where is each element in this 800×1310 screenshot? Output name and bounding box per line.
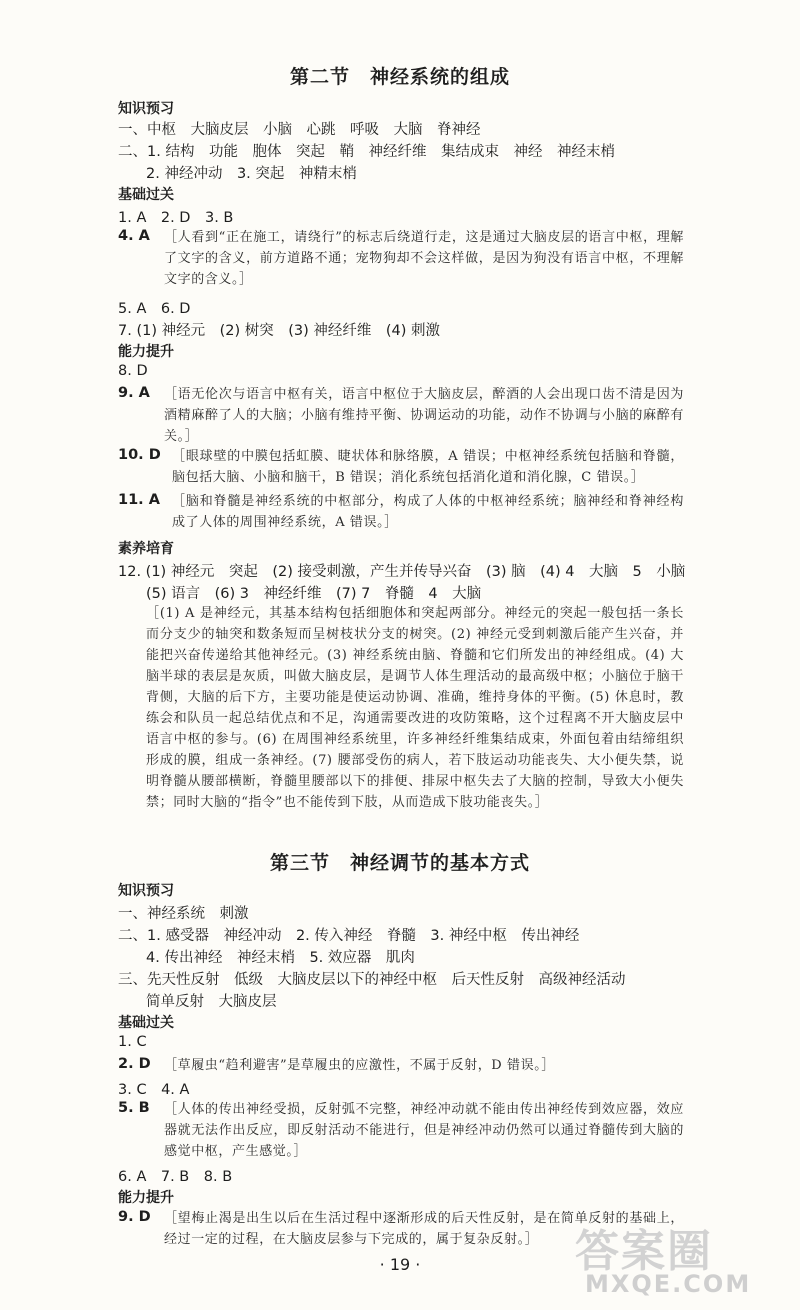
answer-line: 1. A 2. D 3. B bbox=[118, 210, 234, 226]
section-title: 第二节 神经系统的组成 bbox=[289, 66, 510, 88]
answer-number: 5. B bbox=[118, 1100, 150, 1116]
answer-line: 二、1. 结构 功能 胞体 突起 鞘 神经纤维 集结成束 神经 神经末梢 bbox=[118, 144, 615, 160]
watermark-url: MXQE.COM bbox=[585, 1270, 752, 1298]
answer-number: 9. A bbox=[118, 385, 150, 401]
answer-line: 6. A 7. B 8. B bbox=[118, 1169, 233, 1185]
explanation: ［语无伦次与语言中枢有关，语言中枢位于大脑皮层，醉酒的人会出现口齿不清是因为酒精麻醉了人的大脑；小脑有维持平衡、协调运动的功能，动作不协调与小脑的麻醉有关。］ bbox=[164, 387, 684, 444]
answer-line: 8. D bbox=[118, 363, 148, 379]
answer-line: 1. C bbox=[118, 1034, 147, 1050]
subheading: 基础过关 bbox=[118, 1015, 174, 1031]
answer-number: 2. D bbox=[118, 1056, 151, 1072]
answer-line: 简单反射 大脑皮层 bbox=[146, 994, 277, 1010]
subheading: 能力提升 bbox=[118, 1190, 174, 1206]
subheading: 能力提升 bbox=[118, 344, 174, 360]
answer-line: (5) 语言 (6) 3 神经纤维 (7) 7 脊髓 4 大脑 bbox=[146, 586, 482, 602]
watermark-main: 答案圈 bbox=[575, 1226, 713, 1277]
answer-number: 10. D bbox=[118, 447, 161, 463]
explanation: ［人看到“正在施工，请绕行”的标志后绕道行走，这是通过大脑皮层的语言中枢，理解了文字的含义，前方道路不通；宠物狗却不会这样做，是因为狗没有语言中枢，不理解文字的含义。］ bbox=[164, 230, 684, 287]
answer-line: 一、中枢 大脑皮层 小脑 心跳 呼吸 大脑 脊神经 bbox=[118, 122, 481, 138]
explanation: ［望梅止渴是出生以后在生活过程中逐渐形成的后天性反射，是在简单反射的基础上，经过一定的过程，在大脑皮层参与下完成的，属于复杂反射。］ bbox=[164, 1211, 684, 1247]
subheading: 基础过关 bbox=[118, 187, 174, 203]
answer-line: 2. 神经冲动 3. 突起 神精末梢 bbox=[146, 166, 357, 182]
answer-line: 一、神经系统 刺激 bbox=[118, 906, 249, 922]
section-title: 第三节 神经调节的基本方式 bbox=[269, 852, 530, 874]
explanation: ［草履虫“趋利避害”是草履虫的应激性，不属于反射，D 错误。］ bbox=[164, 1058, 555, 1073]
subheading: 知识预习 bbox=[118, 101, 174, 117]
answer-line: 三、先天性反射 低级 大脑皮层以下的神经中枢 后天性反射 高级神经活动 bbox=[118, 972, 626, 988]
explanation: ［(1) A 是神经元，其基本结构包括细胞体和突起两部分。神经元的突起一般包括一条长而分支少的轴突和数条短而呈树枝状分支的树突。(2) 神经元受到刺激后能产生兴奋，并能把兴奋传递给其他神经元。(3) 神经系统由脑、脊髓和它们所发出的神经组成。(4) 大脑半球的表层是灰质，叫做大脑皮层，是调节人体生理活动的最高级中枢；小脑位于脑干背侧，大脑的后下方，主要功能是使运动协调、准确，维持身体的平衡。(5) 休息时，教练会和队员一起总结优点和不足，沟通需要改进的攻防策略，这个过程离不开大脑皮层中语言中枢的参与。(6) 在周围神经系统里，许多神经纤维集结成束，外面包着由结缔组织形成的膜，组成一条神经。(7) 腰部受伤的病人，若下肢运动功能丧失、大小便失禁，说明脊髓从腰部横断，脊髓里腰部以下的排便、排尿中枢失去了大脑的控制，导致大小便失禁；同时大脑的“指令”也不能传到下肢，从而造成下肢功能丧失。］ bbox=[146, 606, 684, 810]
answer-line: 7. (1) 神经元 (2) 树突 (3) 神经纤维 (4) 刺激 bbox=[118, 323, 441, 339]
subheading: 知识预习 bbox=[118, 883, 174, 899]
subheading: 素养培育 bbox=[118, 541, 174, 557]
page-number: · 19 · bbox=[379, 1255, 421, 1274]
answer-line: 5. A 6. D bbox=[118, 301, 191, 317]
answer-number: 11. A bbox=[118, 492, 160, 508]
answer-number: 4. A bbox=[118, 228, 150, 244]
answer-line: 3. C 4. A bbox=[118, 1082, 190, 1098]
answer-line: 4. 传出神经 神经末梢 5. 效应器 肌肉 bbox=[146, 950, 415, 966]
watermark-logo bbox=[575, 1215, 775, 1305]
explanation: ［人体的传出神经受损，反射弧不完整，神经冲动就不能由传出神经传到效应器，效应器就无法作出反应，即反射活动不能进行，但是神经冲动仍然可以通过脊髓传到大脑的感觉中枢，产生感觉。］ bbox=[164, 1102, 684, 1159]
answer-line: 12. (1) 神经元 突起 (2) 接受刺激，产生并传导兴奋 (3) 脑 (4) 4 大脑 5 小脑 bbox=[118, 564, 686, 580]
explanation: ［脑和脊髓是神经系统的中枢部分，构成了人体的中枢神经系统；脑神经和脊神经构成了人体的周围神经系统，A 错误。］ bbox=[172, 494, 684, 530]
answer-number: 9. D bbox=[118, 1209, 151, 1225]
answer-line: 二、1. 感受器 神经冲动 2. 传入神经 脊髓 3. 神经中枢 传出神经 bbox=[118, 928, 580, 944]
explanation: ［眼球壁的中膜包括虹膜、睫状体和脉络膜，A 错误；中枢神经系统包括脑和脊髓，脑包括大脑、小脑和脑干，B 错误；消化系统包括消化道和消化腺，C 错误。］ bbox=[172, 449, 684, 485]
